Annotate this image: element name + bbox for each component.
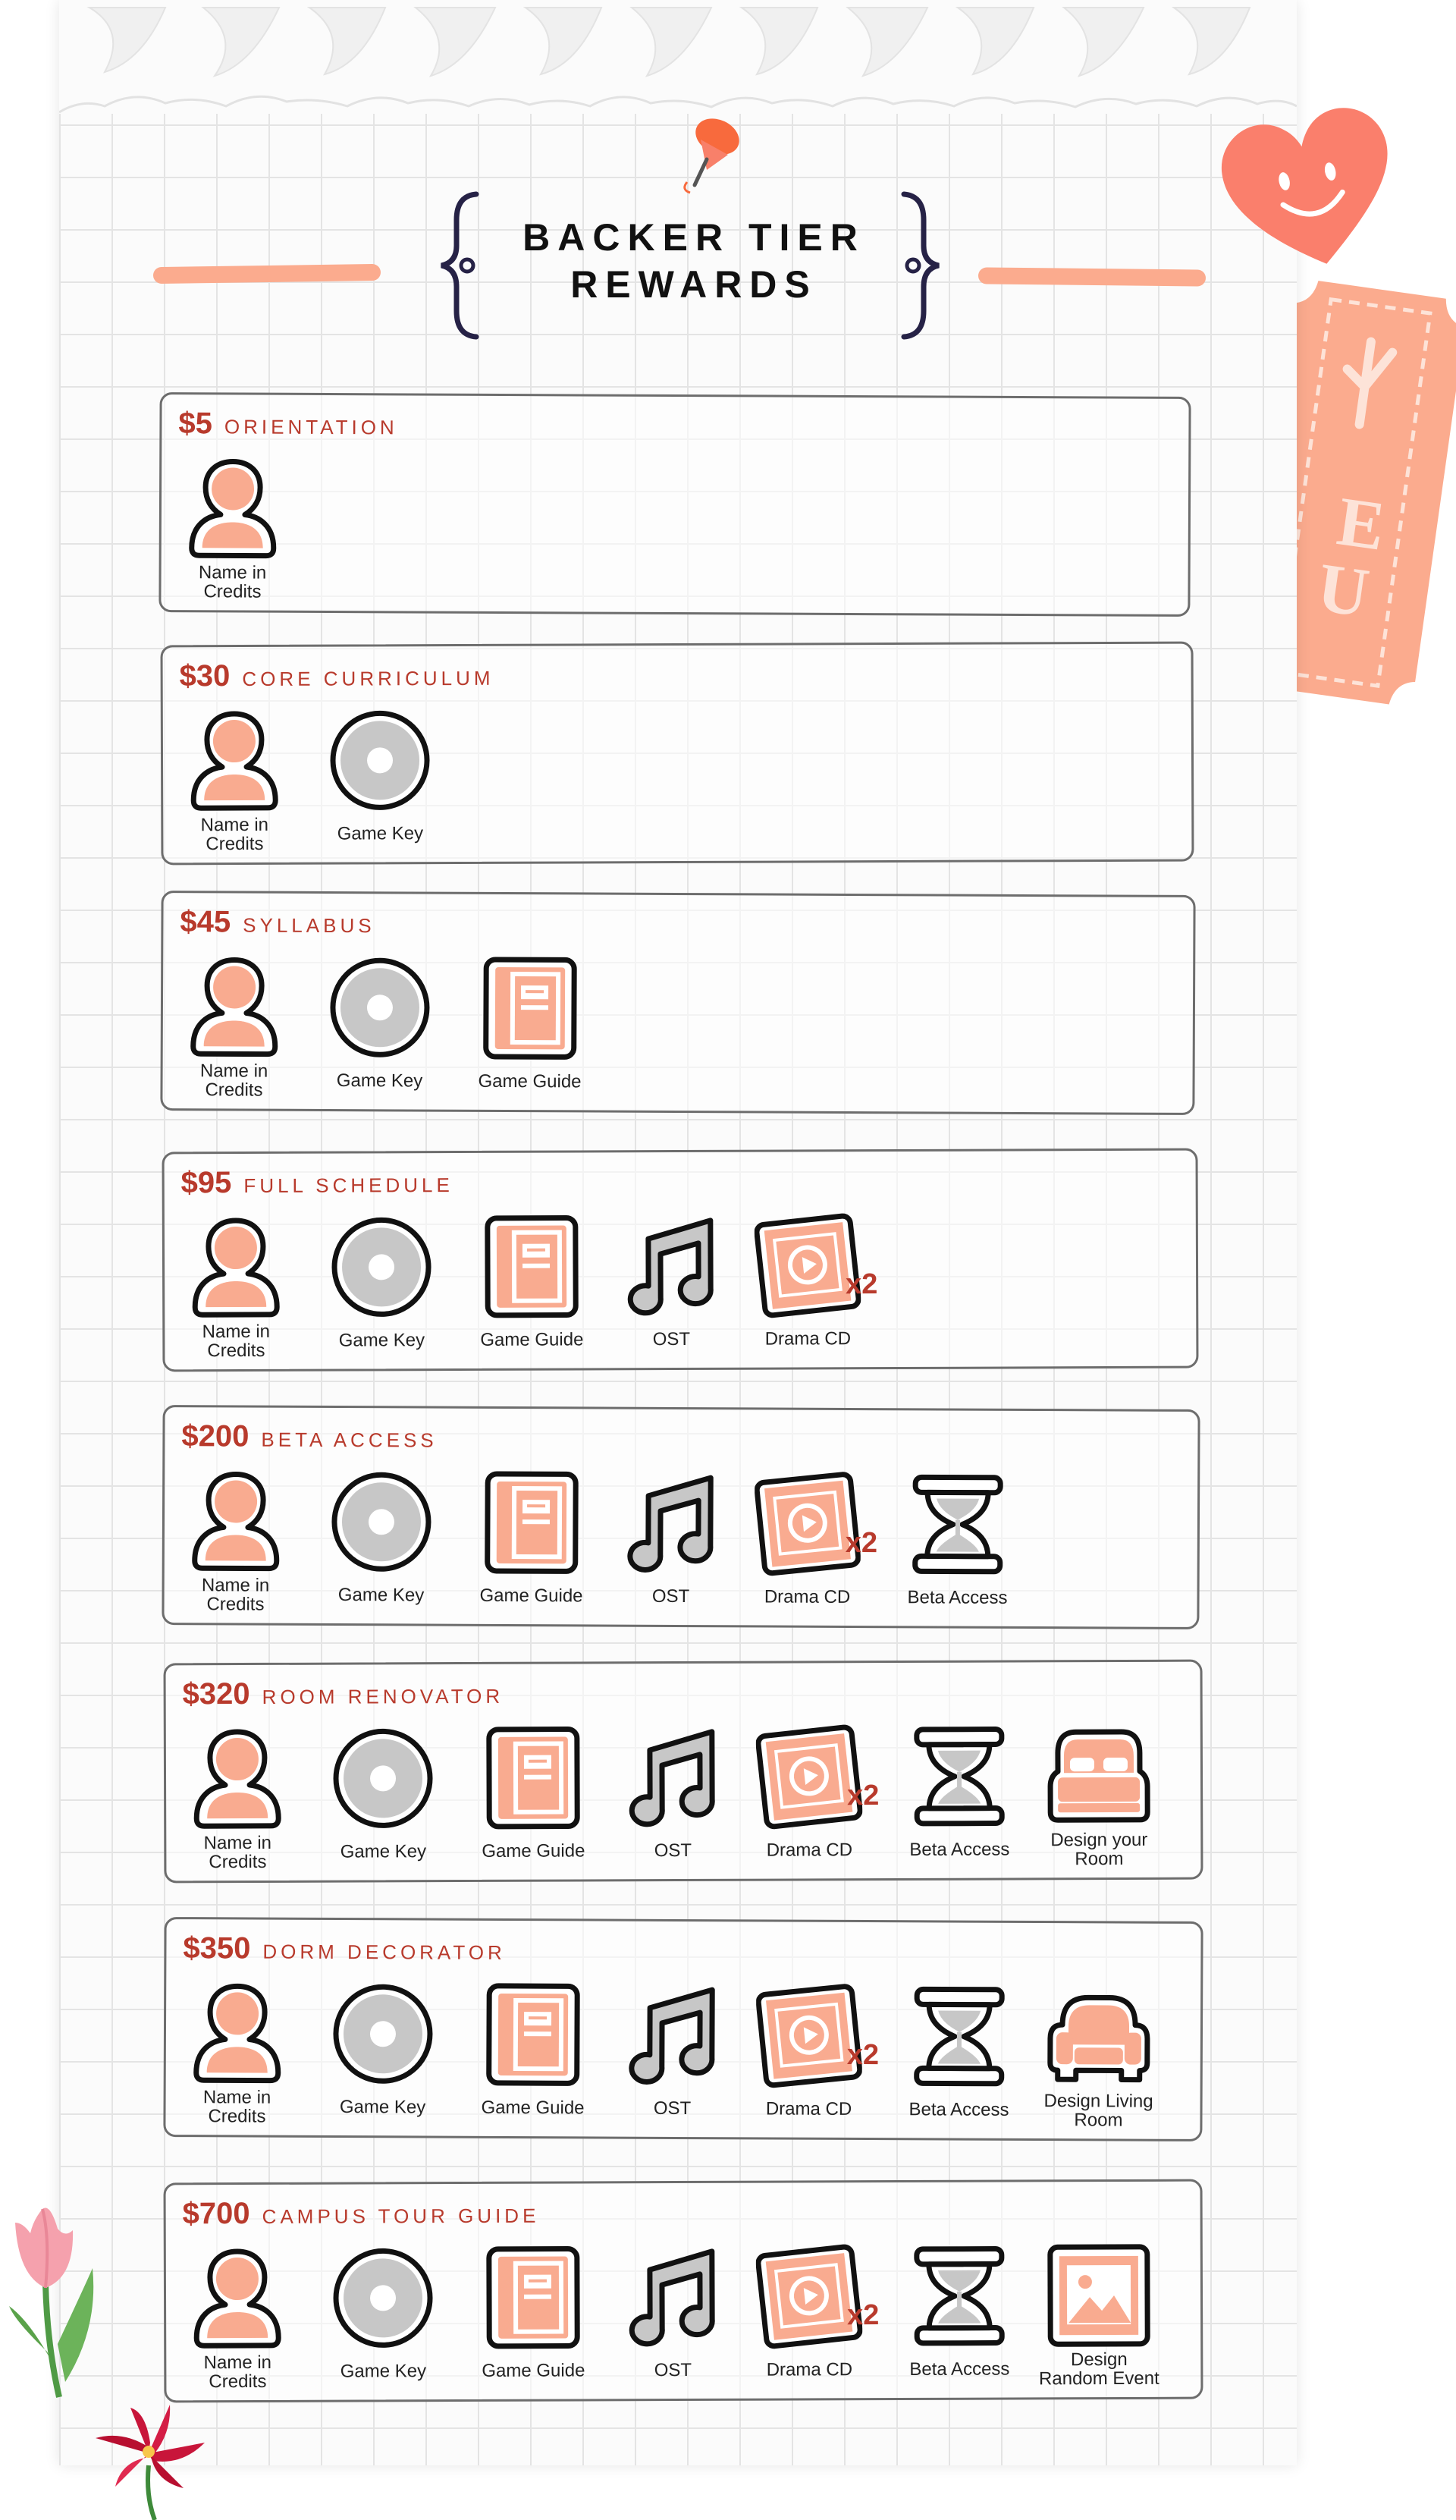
tier-header [183, 2196, 540, 2232]
quantity-badge: x2 [847, 2299, 880, 2332]
disc-icon [330, 1725, 436, 1831]
disc-icon [327, 954, 434, 1061]
quantity-badge: x2 [846, 2038, 880, 2072]
person-icon [184, 1726, 290, 1832]
reward-list [162, 949, 1193, 1101]
reward-item [169, 1210, 303, 1362]
reward-list [163, 700, 1192, 855]
reward-item [1032, 2238, 1166, 2390]
tier-name: SYLLABUS [243, 913, 375, 938]
tier-price: $320 [182, 1676, 250, 1711]
reward-item [171, 1975, 304, 2127]
reward-item [606, 2239, 739, 2381]
title-brace-right [893, 190, 946, 341]
reward-label: Game Key [337, 823, 424, 844]
reward-label: Beta Access [907, 1587, 1008, 1608]
reward-label: Design [1070, 2349, 1128, 2371]
person-icon [180, 455, 287, 562]
reward-list [164, 1463, 1197, 1615]
drama-cd-icon [756, 1723, 862, 1830]
music-note-icon [618, 1470, 725, 1577]
reward-label: Name in [198, 562, 267, 583]
reward-label: Drama CD [765, 2098, 852, 2119]
reward-item [316, 1720, 450, 1862]
book-icon [479, 1213, 585, 1319]
drama-cd-icon [756, 1982, 863, 2089]
tier-header [183, 1676, 504, 1711]
bed-icon [1046, 1723, 1152, 1829]
reward-label: Game Key [336, 1070, 423, 1092]
reward-item [1032, 1979, 1166, 2131]
tier-card [160, 891, 1195, 1115]
tier-header [183, 1931, 506, 1967]
disc-icon [330, 2245, 436, 2351]
disc-icon [328, 1469, 435, 1576]
smiley-heart-icon [1212, 93, 1409, 282]
reward-label: Game Key [340, 1841, 427, 1862]
reward-label-line-2: Room [1075, 1848, 1124, 1870]
reward-item [893, 1718, 1026, 1860]
reward-item [465, 1465, 598, 1607]
reward-label-line-2: Credits [208, 2106, 266, 2127]
tier-price: $95 [180, 1166, 232, 1200]
tier-header [181, 1419, 437, 1454]
reward-label: Game Guide [478, 1070, 582, 1092]
picture-icon [1046, 2242, 1152, 2349]
reward-label: Game Guide [482, 2360, 585, 2381]
reward-label-line-2: Credits [206, 833, 264, 855]
reward-label: Beta Access [908, 2099, 1009, 2120]
reward-label: Name in [201, 1575, 270, 1596]
tier-header [180, 905, 375, 940]
tier-price: $700 [182, 2196, 250, 2231]
tier-name: ORIENTATION [224, 415, 398, 439]
reward-list [166, 1718, 1201, 1873]
reward-item [463, 950, 597, 1092]
tier-name: CORE CURRICULUM [242, 666, 494, 691]
hourglass-icon [905, 1471, 1012, 1578]
quantity-badge: x2 [847, 1780, 880, 1812]
tier-price: $30 [179, 659, 231, 693]
book-icon [480, 2244, 586, 2350]
book-icon [479, 1469, 585, 1576]
sofa-icon [1046, 1984, 1153, 2091]
reward-label: Name in [202, 1321, 271, 1343]
person-icon [184, 2245, 290, 2352]
reward-label: Beta Access [909, 1839, 1010, 1860]
music-note-icon [618, 1213, 724, 1319]
tier-price: $5 [178, 407, 213, 441]
reward-label-line-2: Credits [209, 1851, 267, 1873]
reward-item [893, 1978, 1026, 2120]
hourglass-icon [906, 1723, 1012, 1829]
book-icon [477, 955, 584, 1062]
title-line-2: REWARDS [570, 263, 817, 306]
reward-item [171, 2241, 304, 2393]
reward-label: OST [651, 1585, 690, 1607]
reward-item [171, 1721, 304, 1873]
tier-name: DORM DECORATOR [262, 1940, 506, 1964]
tier-name: BETA ACCESS [261, 1428, 438, 1452]
reward-label: Design your [1050, 1829, 1148, 1851]
tier-card [162, 1405, 1200, 1629]
quantity-badge: x2 [846, 1268, 878, 1301]
reward-label: Design Living [1043, 2091, 1153, 2112]
reward-list [161, 451, 1188, 602]
disc-icon [327, 707, 433, 813]
person-icon [183, 1468, 290, 1575]
reward-label: Game Guide [482, 1840, 585, 1862]
reward-label: Game Key [340, 2361, 427, 2382]
reward-label-line-2: Credits [205, 1079, 263, 1101]
tier-price: $45 [180, 905, 231, 939]
reward-item [1032, 1718, 1166, 1870]
drama-cd-icon [755, 1470, 861, 1577]
reward-label: Game Guide [481, 2097, 585, 2119]
person-icon [183, 1214, 289, 1321]
reward-item [893, 2238, 1026, 2380]
disc-icon [330, 1981, 437, 2088]
tier-name: ROOM RENOVATOR [262, 1684, 504, 1708]
person-icon [181, 708, 287, 814]
reward-item [465, 1208, 598, 1350]
reward-list [165, 1975, 1200, 2131]
music-note-icon [620, 1724, 726, 1830]
reward-label: Game Guide [480, 1329, 584, 1350]
reward-label-line-2: Credits [206, 1594, 265, 1615]
tier-header [181, 1165, 453, 1200]
tier-card [163, 1917, 1203, 2141]
reward-label-line-2: Credits [209, 2371, 267, 2393]
reward-label: Game Key [338, 1330, 425, 1351]
drama-cd-icon [756, 2243, 862, 2349]
music-note-icon [620, 1982, 726, 2089]
reward-label-line-2: Credits [203, 581, 262, 602]
title-dash-right [978, 267, 1206, 286]
reward-label: Game Guide [479, 1585, 583, 1607]
reward-item [168, 949, 301, 1101]
tier-name: CAMPUS TOUR GUIDE [262, 2204, 540, 2228]
torn-top-strip [59, 0, 1297, 114]
tier-card [158, 392, 1191, 617]
reward-label: OST [653, 2097, 692, 2119]
lily-flower-icon [85, 2397, 214, 2520]
person-icon [184, 1980, 291, 2087]
reward-label: Name in [200, 814, 269, 836]
reward-item [168, 703, 301, 855]
reward-label: Name in [202, 2087, 271, 2108]
book-icon [480, 1724, 586, 1830]
reward-item [316, 1976, 450, 2118]
title-line-1: BACKER TIER [522, 216, 865, 259]
reward-item [604, 1208, 738, 1350]
tier-price: $350 [183, 1931, 251, 1965]
reward-item [466, 2239, 600, 2381]
hourglass-icon [906, 1983, 1013, 2090]
reward-item [169, 1463, 303, 1615]
disc-icon [328, 1214, 435, 1320]
music-note-icon [620, 2244, 726, 2350]
reward-list [166, 2238, 1201, 2393]
reward-label: Drama CD [764, 1586, 851, 1607]
title-brace-left [434, 190, 487, 341]
tulip-icon [0, 2192, 114, 2405]
tier-card [163, 1660, 1203, 1884]
pushpin-icon [664, 100, 763, 199]
reward-item [315, 1209, 448, 1351]
reward-label: OST [654, 1840, 692, 1862]
tier-price: $200 [181, 1419, 249, 1453]
reward-label: Game Key [337, 1585, 425, 1606]
reward-label: Drama CD [766, 2359, 853, 2380]
reward-label: OST [652, 1328, 691, 1350]
book-icon [480, 1981, 587, 2088]
reward-label: Name in [203, 2352, 272, 2374]
reward-item [315, 1464, 448, 1606]
tier-name: FULL SCHEDULE [243, 1174, 453, 1198]
reward-item [316, 2240, 450, 2382]
reward-label: Game Key [339, 2097, 426, 2118]
tier-card [162, 1148, 1198, 1372]
reward-label: Name in [203, 1832, 272, 1854]
ticket-fragment-1: E [1332, 482, 1390, 565]
reward-list [165, 1207, 1197, 1362]
ticket-fragment-2: U [1313, 548, 1374, 632]
page-title [500, 214, 887, 308]
drama-cd-icon [755, 1212, 861, 1318]
reward-label: Drama CD [766, 1840, 853, 1861]
person-icon [181, 954, 288, 1060]
reward-label-line-2: Credits [207, 1340, 265, 1362]
reward-item [891, 1466, 1025, 1608]
title-dash-left [153, 264, 381, 284]
reward-label: Beta Access [909, 2358, 1010, 2380]
reward-item [466, 1977, 600, 2119]
reward-label: OST [654, 2359, 692, 2381]
reward-label: Name in [199, 1060, 268, 1082]
quantity-badge: x2 [845, 1526, 878, 1560]
tier-header [180, 658, 494, 693]
reward-item [742, 1719, 880, 1861]
tier-card [160, 642, 1194, 866]
reward-item [313, 702, 447, 844]
reward-label: Drama CD [764, 1328, 852, 1350]
reward-label-line-2: Room [1074, 2110, 1123, 2131]
reward-label-line-2: Random Event [1038, 2368, 1159, 2390]
tier-header [178, 407, 398, 441]
hourglass-icon [906, 2242, 1012, 2349]
tier-card [163, 2179, 1203, 2403]
